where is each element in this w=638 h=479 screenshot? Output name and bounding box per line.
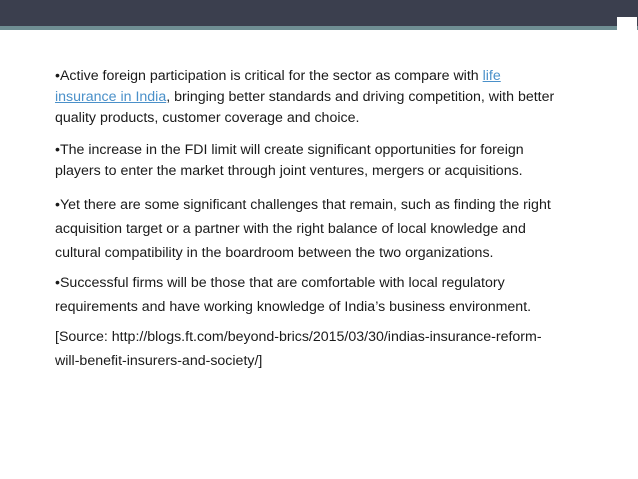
bullet-fdi-limit: •The increase in the FDI limit will create significant opportunities for foreign players to enter the market through joint ventures, mergers or acquisitions.: [55, 142, 524, 179]
bullet-1-text-end: , bringing better standards and driving competition, with better quality products, customer coverage and choice.: [55, 89, 555, 126]
bullet-challenges: •Yet there are some significant challenges that remain, such as finding the right acquisition target or a partner with the right balance of local knowledge and cultural compatibility in the boardroom between the two organizations.: [55, 197, 551, 261]
source-citation: [Source: http://blogs.ft.com/beyond-brics/2015/03/30/indias-insurance-reform-will-benefit-insurers-and-society/]: [55, 329, 542, 369]
bullet-foreign-participation: [55, 66, 555, 129]
slide-body: [55, 66, 555, 379]
slide-header-accent-strip: [0, 26, 638, 30]
slide-corner-marker: [617, 17, 637, 32]
life-insurance-india-link[interactable]: life insurance in India: [55, 68, 501, 105]
bullet-1-text-start: •Active foreign participation is critical for the sector as compare with: [55, 68, 483, 84]
slide-header-bar: [0, 0, 638, 26]
bullet-successful-firms: •Successful firms will be those that are comfortable with local regulatory requirements and have working knowledge of India’s business environment.: [55, 275, 532, 315]
